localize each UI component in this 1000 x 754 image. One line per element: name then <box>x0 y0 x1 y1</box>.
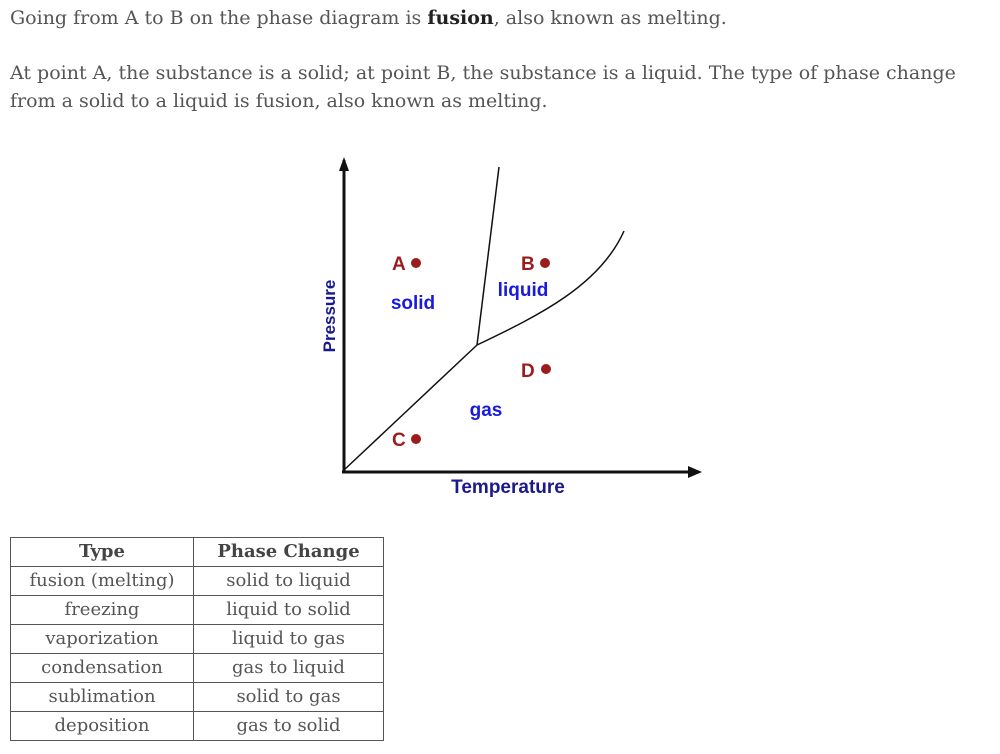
header-phase-change: Phase Change <box>194 538 384 567</box>
phase-change-table <box>10 537 384 741</box>
region-label-solid: solid <box>390 293 436 314</box>
cell-type: freezing <box>11 596 194 625</box>
explanation-text: At point A, the substance is a solid; at point B, the substance is a liquid. The type of phase change from a solid to a liquid is fusion, also known as melting. <box>10 62 956 112</box>
table-row <box>11 654 384 683</box>
x-axis-label: Temperature <box>451 477 565 498</box>
sublimation-curve <box>344 345 477 470</box>
intro-bold-term: fusion <box>427 7 494 29</box>
intro-after: , also known as melting. <box>493 7 727 29</box>
cell-phase-change: solid to gas <box>194 683 384 712</box>
fusion-curve <box>477 167 499 345</box>
table-row <box>11 712 384 741</box>
cell-phase-change: gas to liquid <box>194 654 384 683</box>
point-a-label: A <box>392 254 406 275</box>
table-row <box>11 567 384 596</box>
cell-phase-change: liquid to solid <box>194 596 384 625</box>
table-row <box>11 683 384 712</box>
cell-phase-change: liquid to gas <box>194 625 384 654</box>
table-row <box>11 596 384 625</box>
point-c-marker <box>411 434 421 444</box>
cell-type: fusion (melting) <box>11 567 194 596</box>
cell-phase-change: solid to liquid <box>194 567 384 596</box>
intro-before: Going from A to B on the phase diagram is <box>10 7 428 29</box>
point-c-label: C <box>392 430 406 451</box>
table-row <box>11 625 384 654</box>
cell-type: condensation <box>11 654 194 683</box>
cell-type: deposition <box>11 712 194 741</box>
cell-type: vaporization <box>11 625 194 654</box>
cell-type: sublimation <box>11 683 194 712</box>
point-a-marker <box>411 258 421 268</box>
table-header-row <box>11 538 384 567</box>
header-type: Type <box>11 538 194 567</box>
point-d-marker <box>541 364 551 374</box>
y-axis-arrow-icon <box>339 157 349 171</box>
point-d-label: D <box>521 361 535 382</box>
y-axis-label: Pressure <box>320 279 339 353</box>
region-label-gas: gas <box>469 400 503 421</box>
point-b-label: B <box>521 254 535 275</box>
region-label-liquid: liquid <box>497 280 549 301</box>
cell-phase-change: gas to solid <box>194 712 384 741</box>
point-b-marker <box>540 258 550 268</box>
x-axis-arrow-icon <box>688 466 702 478</box>
